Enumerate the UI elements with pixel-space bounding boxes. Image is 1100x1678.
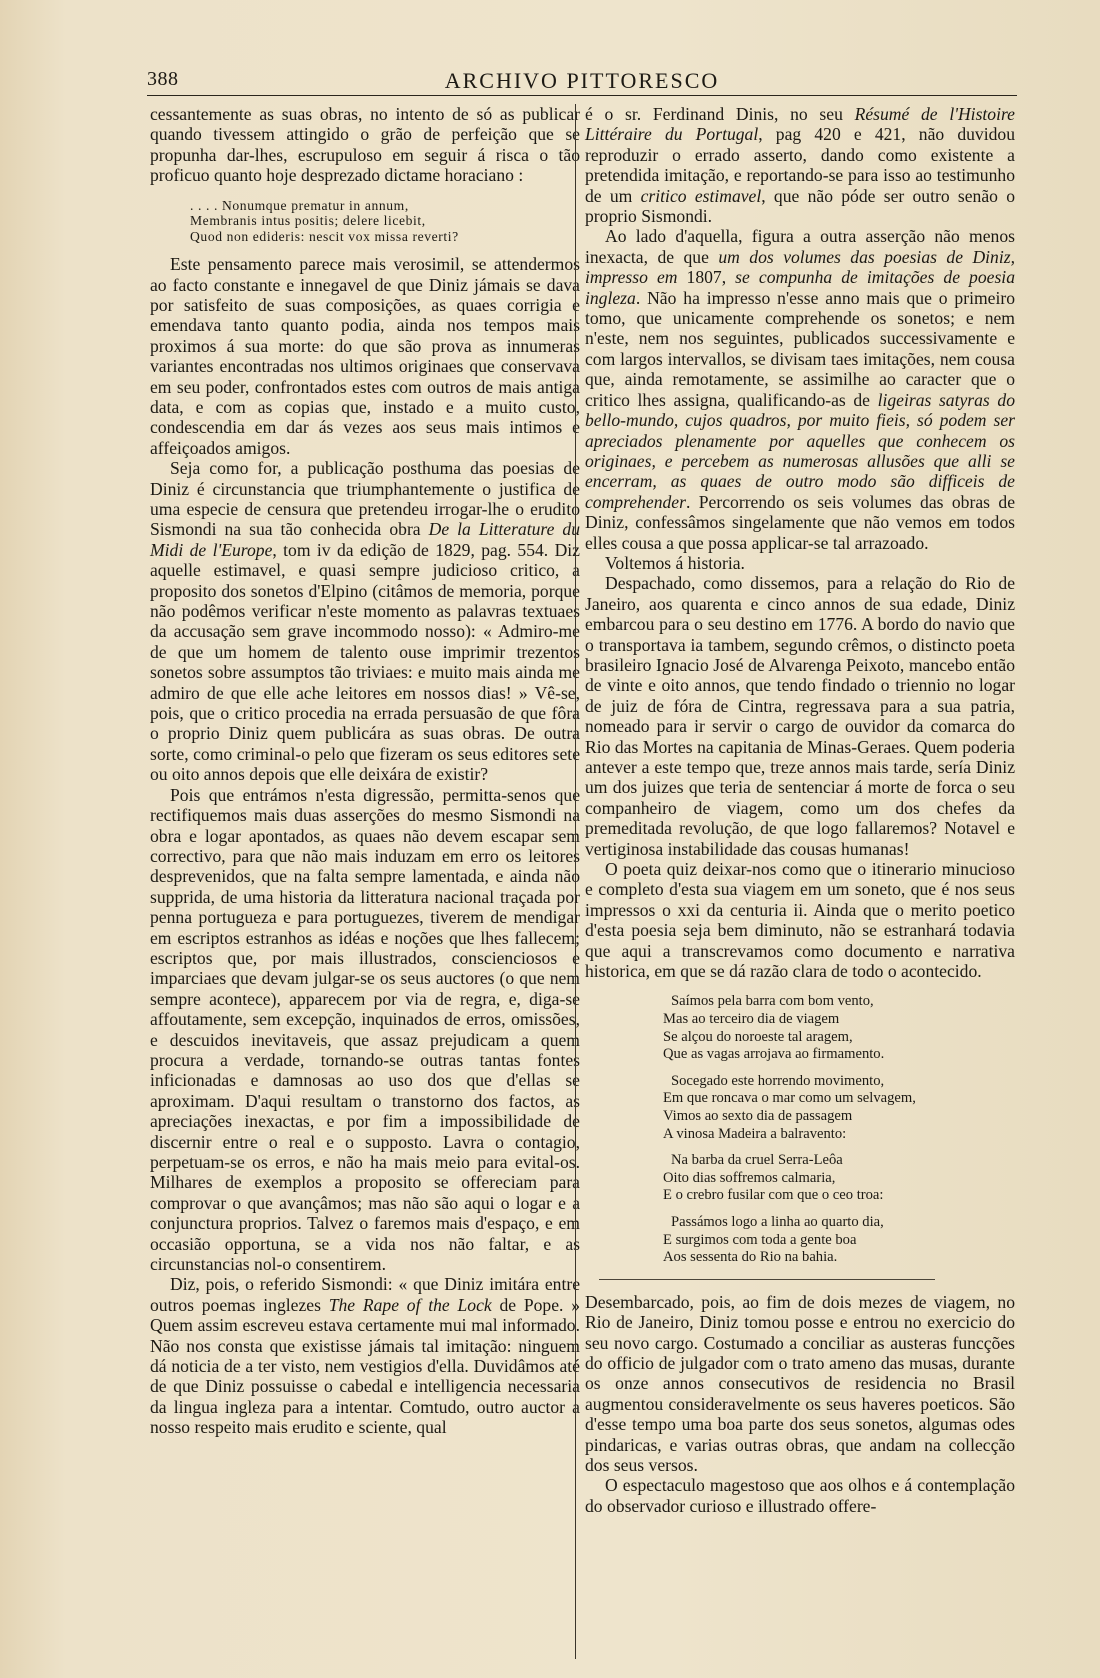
- verse-line: Mas ao terceiro dia de viagem: [663, 1011, 840, 1028]
- stanza: [663, 1214, 1015, 1267]
- paragraph: O poeta quiz deixar-nos como que o itinerario minucioso e completo d'esta sua viagem em um soneto, que é nos seus impressos o xxi da centuria ii. Ainda que o merito poetico d'esta poesia seja bem diminuto, não se estranhará todavia que aqui a transcrevamos como documento e narrativa historica, em que se dá razão clara de todo o acontecido.: [585, 859, 1015, 982]
- verse-line: Passámos logo a linha ao quarto dia,: [671, 1214, 884, 1230]
- verse-line: Saímos pela barra com bom vento,: [671, 993, 874, 1010]
- paragraph: Pois que entrámos n'esta digressão, permitta-senos que rectifiquemos mais duas asserções do mesmo Sismondi na obra e logar apontados, as quaes não devem escapar sem correctivo, para que não mais induzam em erro os leitores desprevenidos, que na falta sempre lamentada, e ainda não supprida, de uma historia da litteratura nacional traçada por penna portugueza e para portuguezes, tiverem de mendigar em escriptos estranhos as idéas e noções que lhes fallecem; escriptos que, por mais illustrados, conscienciosos e imparciaes que devam julgar-se os seus auctores (o que nem sempre acontece), apparecem por via de regra, e, diga-se affoutamente, sem excepção, inquinados de erros, omissões, e descuidos inevitaveis, que assaz prejudicam a quem procura a verdade, tornando-se outras tantas fontes inficionadas e damnosas ao uso dos que d'ellas se aproximam. D'aqui resultam o transtorno dos factos, as apreciações inexactas, e por fim a impossibilidade de discernir entre o real e o supposto. Lavra o contagio, perpetuam-se os erros, e não ha mais meio para evital-os. Milhares de exemplos a proposito se offereciam para comprovar o que avançâmos; mas não são aqui o logar e a conjunctura proprios. Talvez o faremos mais d'espaço, e em occasião opportuna, se a vida nos não faltar, e as circunstancias nol-o consentirem.: [150, 784, 580, 1275]
- latin-line: Quod non edideris: nescit vox missa reverti?: [190, 228, 459, 244]
- book-title: De la Litterature du Midi de l'Europe: [150, 519, 581, 560]
- header-rule: [147, 95, 1017, 96]
- verse-line: E o crebro fusilar com que o ceo troa:: [663, 1187, 884, 1204]
- verse-line: Aos sessenta do Rio na bahia.: [663, 1249, 838, 1266]
- latin-line: Membranis intus positis; delere licebit,: [190, 213, 426, 229]
- quoted-phrase: ligeiras satyras do bello-mundo, cujos quadros, por muito fieis, só podem ser apreciados plenamente por aquelles que conhecem os originaes, e percebem as numerosas allusões que alli se encerram, as quaes de outro modo são difficeis de comprehender: [585, 389, 1015, 512]
- paragraph: é o sr. Ferdinand Dinis, no seu Résumé de l'Histoire Littéraire du Portugal, pag 420 e 421, não duvidou reproduzir o errado asserto, dando como existente a pretendida imitação, e reportando-se para isso ao testimunho de um critico estimavel, que não póde ser outro senão o proprio Sismondi.: [585, 104, 1016, 227]
- verse-line: A vinosa Madeira a balravento:: [663, 1125, 847, 1142]
- verse-line: Na barba da cruel Serra-Leôa: [671, 1152, 843, 1169]
- quoted-phrase: se compunha de imitações de poesia ingleza: [585, 267, 1015, 308]
- column-divider: [575, 104, 576, 1659]
- stanza: [663, 1073, 1015, 1143]
- paragraph: cessantemente as suas obras, no intento de só as publicar quando tivessem attingido o grão de perfeição que se propunha dar-lhes, escrupuloso em seguir á risca o tão proficuo quanto hoje desprezado dictame horaciano :: [150, 104, 580, 186]
- left-column: [150, 104, 580, 1438]
- paragraph: Seja como for, a publicação posthuma das poesias de Diniz é circunstancia que triumphantemente o justifica de uma especie de censura que pretendeu irrogar-lhe o erudito Sismondi na sua tão conhecida obra De la Litterature du Midi de l'Europe, tom iv da edição de 1829, pag. 554. Diz aquelle estimavel, e quasi sempre judicioso critico, a proposito dos sonetos d'Elpino (citâmos de memoria, porque não podêmos verificar n'este momento as palavras textuaes da accusação sem grave incommodo nosso): « Admiro-me de que um homem de talento ouse imprimir trezentos sonetos sobre assumptos tão triviaes: e muito mais ainda me admiro de que elle ache leitores em nossos dias! » Vê-se, pois, que o critico procedia na errada persuasão de que fôra o proprio Diniz quem publicára as suas obras. De outra sorte, como criminal-o pelo que fizeram os seus editores sete ou oito annos depois que elle deixára de existir?: [150, 458, 581, 785]
- verse-line: Em que roncava o mar como um selvagem,: [663, 1090, 916, 1107]
- page-number: 388: [147, 68, 179, 90]
- paragraph: Ao lado d'aquella, figura a outra asserção não menos inexacta, de que um dos volumes das poesias de Diniz, impresso em 1807, se compunha de imitações de poesia ingleza. Não ha impresso n'esse anno mais que o primeiro tomo, que unicamente comprehende os sonetos; e nem n'este, nem nos seguintes, publicados successivamente e com largos intervallos, se divisam taes imitações, nem cousa que, ainda remotamente, se assimilhe ao caracter que o critico lhes assigna, qualificando-as de ligeiras satyras do bello-mundo, cujos quadros, por muito fieis, só podem ser apreciados plenamente por aquelles que conhecem os originaes, e percebem as numerosas allusões que alli se encerram, as quaes de outro modo são difficeis de comprehender. Percorrendo os seis volumes das obras de Diniz, confessâmos singelamente que não vemos em todos elles cousa a que possa applicar-se tal arrazoado.: [585, 226, 1015, 553]
- latin-line: . . . . Nonumque prematur in annum,: [190, 197, 409, 213]
- verse-line: Socegado este horrendo movimento,: [671, 1072, 885, 1089]
- verse-line: Que as vagas arrojava ao firmamento.: [663, 1046, 885, 1063]
- paragraph: Despachado, como dissemos, para a relação do Rio de Janeiro, aos quarenta e cinco annos de sua edade, Diniz embarcou para o seu destino em 1776. A bordo do navio que o transportava ia tambem, segundo crêmos, o distincto poeta brasileiro Ignacio José de Alvarenga Peixoto, mancebo então de vinte e oito annos, que tendo findado o triennio no logar de juiz de fóra de Cintra, regressava para a sua patria, nomeado para ir servir o cargo de ouvidor da comarca do Rio das Mortes na capitania de Minas-Geraes. Quem poderia antever a este tempo que, treze annos mais tarde, sería Diniz um dos juizes que teria de sentenciar á morte de forca o seu companheiro de viagem, como um dos chefes da premeditada revolução, de que logo fallaremos? Notavel e vertiginosa instabilidade das cousas humanas!: [585, 573, 1015, 859]
- paragraph: Diz, pois, o referido Sismondi: « que Diniz imitára entre outros poemas inglezes The Rape of the Lock de Pope. » Quem assim escreveu estava certamente mui mal informado. Não nos consta que existisse jámais tal imitação: ninguem dá noticia de a ter visto, nem vestigios d'ella. Duvidâmos até de que Diniz possuisse o cabedal e intelligencia necessaria da lingua ingleza para a intentar. Comtudo, outro auctor a nosso respeito mais erudito e sciente, qual: [150, 1274, 580, 1438]
- sonnet: [663, 993, 1015, 1266]
- paragraph: Desembarcado, pois, ao fim de dois mezes de viagem, no Rio de Janeiro, Diniz tomou posse e entrou no exercicio do seu novo cargo. Costumado a conciliar as austeras funcções do officio de julgador com o trato ameno das musas, durante os onze annos consecutivos de residencia no Brasil augmentou consideravelmente os seus haveres poeticos. São d'esse tempo uma boa parte dos seus sonetos, algumas odes pindaricas, e varias outras obras, que andam na collecção dos seus versos.: [585, 1291, 1015, 1476]
- verse-line: Oito dias soffremos calmaria,: [663, 1169, 836, 1186]
- verse-rule: [599, 1279, 935, 1280]
- paragraph: Voltemos á historia.: [605, 552, 745, 573]
- verse-line: Vimos ao sexto dia de passagem: [663, 1108, 853, 1125]
- running-title: ARCHIVO PITTORESCO: [444, 68, 720, 93]
- quoted-phrase: um dos volumes das poesias de Diniz, impresso em: [585, 246, 1015, 288]
- book-title: Résumé de l'Histoire Littéraire du Portugal: [585, 104, 1015, 145]
- paragraph: O espectaculo magestoso que aos olhos e á contemplação do observador curioso e illustrado offere-: [585, 1475, 1015, 1516]
- verse-line: E surgimos com toda a gente boa: [663, 1231, 857, 1248]
- stanza: [663, 993, 1015, 1063]
- right-column: [585, 104, 1015, 1516]
- latin-quotation: [190, 198, 580, 245]
- paragraph: Este pensamento parece mais verosimil, se attendermos ao facto constante e innegavel de que Diniz jámais se dava por satisfeito de suas composições, as quaes corrigia e emendava tanto quanto podia, ainda nos tempos mais proximos á sua morte: do que são prova as innumeras variantes encontradas nos ultimos originaes que conservava em seu poder, confrontados estes com outros de mais antiga data, e com as copias que, instado e a muito custo, condescendia em dar ás vezes aos seus mais intimos e affeiçoados amigos.: [150, 254, 580, 458]
- poem-title: The Rape of the Lock: [328, 1294, 492, 1315]
- verse-line: Se alçou do noroeste tal aragem,: [663, 1028, 853, 1045]
- stanza: [663, 1152, 1015, 1205]
- quoted-phrase: critico estimavel: [640, 185, 762, 206]
- page-header: [147, 68, 1017, 94]
